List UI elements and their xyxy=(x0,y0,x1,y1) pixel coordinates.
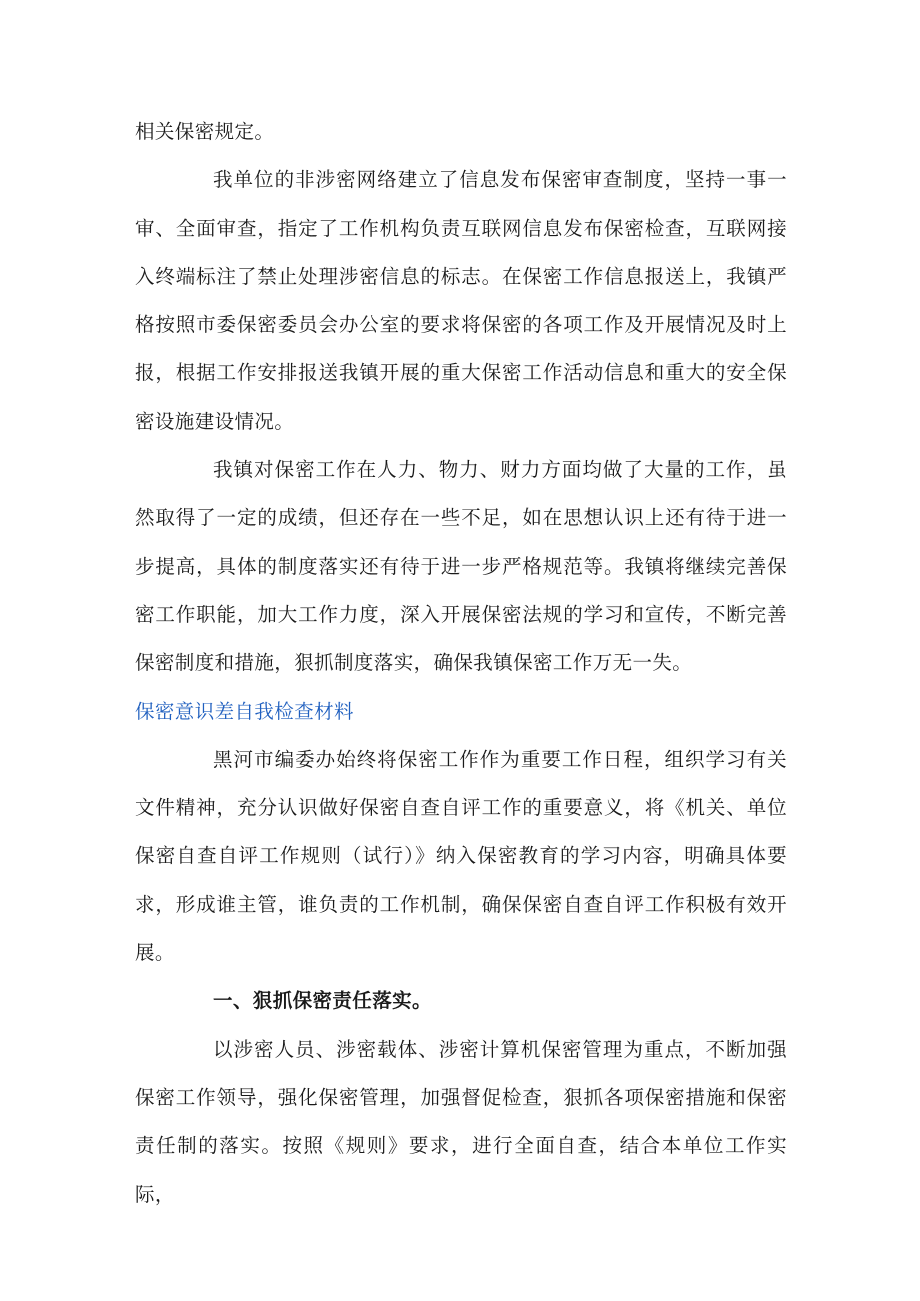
paragraph-summary: 我镇对保密工作在人力、物力、财力方面均做了大量的工作，虽然取得了一定的成绩，但还存在一些不足，如在思想认识上还有待于进一步提高，具体的制度落实还有待于进一步严格规范等。我镇将继续完善保密工作职能，加大工作力度，深入开展保密法规的学习和宣传，不断完善保密制度和措施，狠抓制度落实，确保我镇保密工作万无一失。 xyxy=(135,458,787,675)
paragraph-continuation: 相关保密规定。 xyxy=(135,120,275,143)
paragraph-responsibility: 以涉密人员、涉密载体、涉密计算机保密管理为重点，不断加强保密工作领导，强化保密管理，加强督促检查，狠抓各项保密措施和保密责任制的落实。按照《规则》要求，进行全面自查，结合本单位工作实际， xyxy=(135,1037,787,1206)
paragraph-network-review: 我单位的非涉密网络建立了信息发布保密审查制度，坚持一事一审、全面审查，指定了工作机构负责互联网信息发布保密检查，互联网接入终端标注了禁止处理涉密信息的标志。在保密工作信息报送上，我镇严格按照市委保密委员会办公室的要求将保密的各项工作及开展情况及时上报，根据工作安排报送我镇开展的重大保密工作活动信息和重大的安全保密设施建设情况。 xyxy=(135,168,787,433)
section-title-link[interactable]: 保密意识差自我检查材料 xyxy=(135,699,354,723)
document-page xyxy=(135,108,787,1219)
subheading-responsibility: 一、狠抓保密责任落实。 xyxy=(213,989,432,1013)
paragraph-intro: 黑河市编委办始终将保密工作作为重要工作日程，组织学习有关文件精神，充分认识做好保密自查自评工作的重要意义，将《机关、单位保密自查自评工作规则（试行）》纳入保密教育的学习内容，明确具体要求，形成谁主管，谁负责的工作机制，确保保密自查自评工作积极有效开展。 xyxy=(135,747,787,965)
